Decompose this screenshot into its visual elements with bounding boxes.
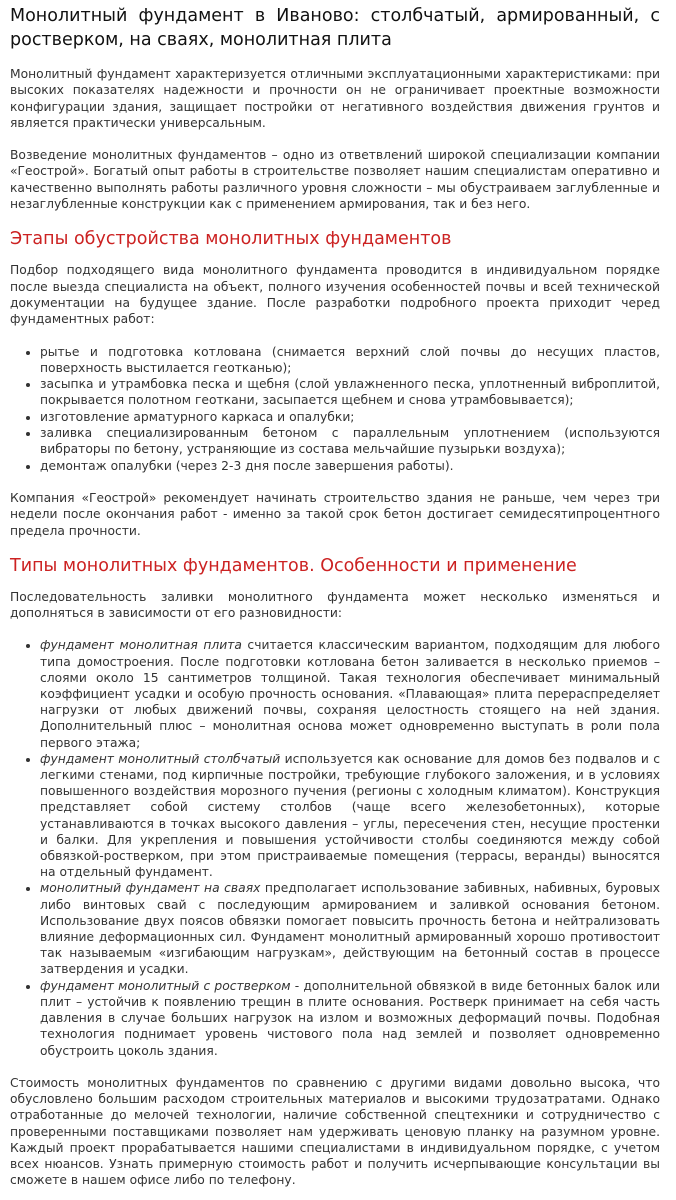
- term-label: фундамент монолитная плита: [40, 638, 242, 653]
- list-item: • заливка специализированным бетоном с параллельным уплотнением (используются вибраторы по бетону, устраняющие из состава мельчайшие пузырьки воздуха);: [40, 425, 660, 458]
- term-description: считается классическим вариантом, подходящим для любого типа домостроения. После подготовки котлована бетон заливается в несколько приемов – слоями около 15 сантиметров толщиной. Такая технология обеспечивает минимальный коэффициент усадки и особую прочность основания. «Плавающая» плита перераспределяет нагрузки от любых движений почвы, сохраняя целостность стоящего на ней здания. Дополнительный плюс – монолитная основа может одновременно выступать в роли пола первого этажа;: [40, 638, 660, 750]
- types-list: [10, 637, 660, 1058]
- stages-list: [10, 344, 660, 474]
- list-item: • рытье и подготовка котлована (снимается верхний слой почвы до несущих пластов, поверхность выстилается геотканью);: [40, 344, 660, 377]
- term-description: - дополнительной обвязкой в виде бетонных балок или плит – устойчив к появлению трещин в плите основания. Ростверк принимает на себя часть давления в случае больших нагрузок на излом и возможных деформаций почвы. Подобная технология поднимает уровень чистового пола над землей и позволяет одновременно обустроить цоколь здания.: [40, 978, 660, 1058]
- stages-closing-paragraph: Компания «Геострой» рекомендует начинать строительство здания не раньше, чем через три недели после окончания работ - именно за такой срок бетон достигает семидесятипроцентного предела прочности.: [10, 490, 660, 538]
- intro-paragraph: Возведение монолитных фундаментов – одно из ответвлений широкой специализации компании «Геострой». Богатый опыт работы в строительстве позволяет нашим специалистам оперативно и качественно выполнять работы различного уровня сложности – мы обустраиваем заглубленные и незаглубленные конструкции как с применением армирования, так и без него.: [10, 148, 660, 212]
- list-item: [40, 978, 660, 1059]
- term-label: фундамент монолитный с ростверком: [40, 978, 291, 993]
- term-description: предполагает использование забивных, набивных, буровых либо винтовых свай с последующим армированием и заливкой основания бетоном. Использование двух поясов обвязки помогает повысить прочность бетона и нейтрализовать влияние деформационных сил. Фундамент монолитный армированный хорошо противостоит так называемым «изгибающим нагрузкам», действующим на бетонный состав в процессе затвердения и усадки.: [40, 881, 660, 977]
- section-heading-types: Типы монолитных фундаментов. Особенности и применение: [10, 555, 577, 576]
- section-heading-stages: Этапы обустройства монолитных фундаментов: [10, 229, 452, 250]
- intro-paragraph: Монолитный фундамент характеризуется отличными эксплуатационными характеристиками: при высоких показателях надежности и прочности он не ограничивает проектные возможности конфигурации здания, защищает постройки от негативного воздействия движения грунтов и является практически универсальным.: [10, 67, 660, 130]
- stages-lead-paragraph: Подбор подходящего вида монолитного фундамента проводится в индивидуальном порядке после выезда специалиста на объект, полного изучения особенностей почвы и всей технической документации на будущее здание. После разработки подробного проекта приходит черед фундаментных работ:: [10, 263, 660, 327]
- types-lead-paragraph: Последовательность заливки монолитного фундамента может несколько изменяться и дополняться в зависимости от его разновидности:: [10, 589, 660, 621]
- page-title: Монолитный фундамент в Иваново: столбчатый, армированный, с ростверком, на сваях, монолитная плита: [10, 6, 660, 50]
- list-item: [40, 637, 660, 750]
- list-item: [40, 880, 660, 977]
- list-item: • изготовление арматурного каркаса и опалубки;: [40, 409, 660, 425]
- pricing-paragraph: Стоимость монолитных фундаментов по сравнению с другими видами довольно высока, что обусловлено большим расходом строительных материалов и высокими трудозатратами. Однако отработанные до мелочей технологии, наличие собственной спецтехники и сотрудничество с проверенными поставщиками позволяет нам удерживать ценовую планку на разумном уровне. Каждый проект прорабатывается нашими специалистами в индивидуальном порядке, с учетом всех нюансов. Узнать примерную стоимость работ и получить исчерпывающие консультации вы сможете в нашем офисе либо по телефону.: [10, 1075, 660, 1188]
- term-label: фундамент монолитный столбчатый: [40, 751, 281, 766]
- list-item: [40, 751, 660, 881]
- list-item: • демонтаж опалубки (через 2-3 дня после завершения работы).: [40, 458, 660, 474]
- term-label: монолитный фундамент на сваях: [40, 881, 261, 896]
- term-description: используется как основание для домов без подвалов и с легкими стенами, под кирпичные постройки, требующие глубокого заложения, и в условиях повышенного воздействия морозного пучения (регионы с холодным климатом). Конструкция представляет собой систему столбов (чаще всего железобетонных), которые устанавливаются в точках высокого давления – углы, пересечения стен, несущие простенки и балки. Для укрепления и повышения устойчивости столбы соединяются между собой обвязкой-ростверком, при этом пристраиваемые помещения (террасы, веранды) выносятся на отдельный фундамент.: [40, 751, 661, 880]
- list-item: • засыпка и утрамбовка песка и щебня (слой увлажненного песка, уплотненный виброплитой, покрывается полотном геоткани, засыпается щебнем и снова утрамбовывается);: [40, 376, 660, 409]
